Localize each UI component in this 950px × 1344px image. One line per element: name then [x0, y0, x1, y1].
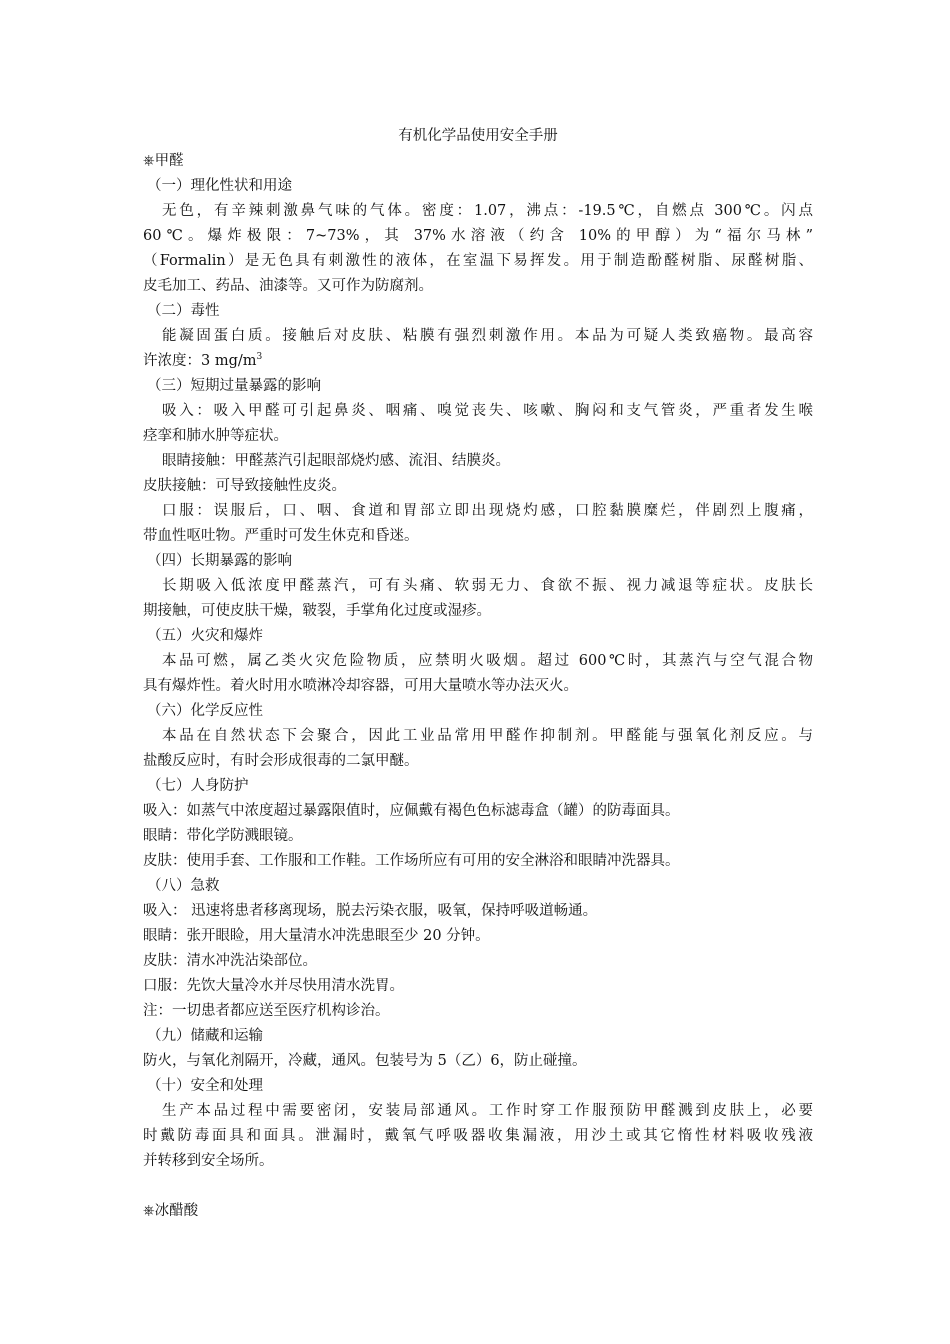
concentration-text: 许浓度：3 mg/m [143, 353, 257, 369]
blank-line [143, 1174, 813, 1199]
paragraph-line: 盐酸反应时，有时会形成很毒的二氯甲醚。 [143, 753, 419, 769]
section-heading-properties: （一）理化性状和用途 [147, 178, 292, 194]
paragraph-line: 皮毛加工、药品、油漆等。又可作为防腐剂。 [143, 278, 433, 294]
section-heading-fire: （五）火灾和爆炸 [147, 628, 263, 644]
section-heading-protection: （七）人身防护 [147, 778, 249, 794]
paragraph-line: 皮肤接触：可导致接触性皮炎。 [143, 478, 346, 494]
paragraph-line: 带血性呕吐物。严重时可发生休克和昏迷。 [143, 528, 419, 544]
paragraph-line: 痉挛和肺水肿等症状。 [143, 428, 288, 444]
paragraph-line: 皮肤：使用手套、工作服和工作鞋。工作场所应有可用的安全淋浴和眼睛冲洗器具。 [143, 853, 680, 869]
paragraph-line: 口服：误服后，口、咽、食道和胃部立即出现烧灼感，口腔黏膜糜烂，伴剧烈上腹痛， [162, 503, 813, 519]
paragraph-line: 60℃。爆炸极限：7~73%，其 37%水溶液（约含 10%的甲醇）为“福尔马林” [143, 228, 813, 244]
paragraph-line: 皮肤：清水冲洗沾染部位。 [143, 953, 317, 969]
paragraph-line: 注：一切患者都应送至医疗机构诊治。 [143, 1003, 390, 1019]
paragraph-line: 眼睛接触：甲醛蒸汽引起眼部烧灼感、流泪、结膜炎。 [162, 453, 510, 469]
section-heading-short-term: （三）短期过量暴露的影响 [147, 378, 321, 394]
paragraph-line: 口服：先饮大量冷水并尽快用清水洗胃。 [143, 978, 404, 994]
section-heading-long-term: （四）长期暴露的影响 [147, 553, 292, 569]
chemical-heading-glacial-acetic-acid: ⎈冰醋酸 [143, 1203, 199, 1219]
section-heading-handling: （十）安全和处理 [147, 1078, 263, 1094]
superscript: 3 [256, 352, 263, 363]
paragraph-line: 生产本品过程中需要密闭，安装局部通风。工作时穿工作服预防甲醛溅到皮肤上，必要 [162, 1103, 813, 1119]
paragraph-line: 吸入：吸入甲醛可引起鼻炎、咽痛、嗅觉丧失、咳嗽、胸闷和支气管炎，严重者发生喉 [162, 403, 813, 419]
section-heading-first-aid: （八）急救 [147, 878, 220, 894]
section-heading-reactivity: （六）化学反应性 [147, 703, 263, 719]
section-heading-toxicity: （二）毒性 [147, 303, 220, 319]
paragraph-line: 眼睛：带化学防溅眼镜。 [143, 828, 303, 844]
paragraph-line: 吸入：如蒸气中浓度超过暴露限值时，应佩戴有褐色色标滤毒盒（罐）的防毒面具。 [143, 803, 680, 819]
paragraph-line: 期接触，可使皮肤干燥，皲裂，手掌角化过度或湿疹。 [143, 603, 491, 619]
paragraph-line: （Formalin）是无色具有刺激性的液体，在室温下易挥发。用于制造酚醛树脂、尿醛树脂、 [143, 253, 813, 269]
paragraph-line: 本品在自然状态下会聚合，因此工业品常用甲醛作抑制剂。甲醛能与强氧化剂反应。与 [162, 728, 813, 744]
paragraph-line [143, 349, 813, 374]
paragraph-line: 能凝固蛋白质。接触后对皮肤、粘膜有强烈刺激作用。本品为可疑人类致癌物。最高容 [162, 328, 813, 344]
paragraph-line: 长期吸入低浓度甲醛蒸汽，可有头痛、软弱无力、食欲不振、视力减退等症状。皮肤长 [162, 578, 813, 594]
document-title: 有机化学品使用安全手册 [398, 128, 558, 144]
paragraph-line: 眼睛：张开眼睑，用大量清水冲洗患眼至少 20 分钟。 [143, 928, 490, 944]
paragraph-line: 具有爆炸性。着火时用水喷淋冷却容器，可用大量喷水等办法灭火。 [143, 678, 578, 694]
section-heading-storage: （九）储藏和运输 [147, 1028, 263, 1044]
paragraph-line: 时戴防毒面具和面具。泄漏时，戴氧气呼吸器收集漏液，用沙土或其它惰性材料吸收残液 [143, 1128, 813, 1144]
chemical-heading-formaldehyde: ⎈甲醛 [143, 153, 184, 169]
paragraph-line: 无色，有辛辣刺激鼻气味的气体。密度：1.07，沸点：-19.5℃，自燃点 300℃。闪点 [162, 203, 813, 219]
paragraph-line: 吸入： 迅速将患者移离现场，脱去污染衣服，吸氧，保持呼吸道畅通。 [143, 903, 598, 919]
paragraph-line: 本品可燃，属乙类火灾危险物质，应禁明火吸烟。超过 600℃时，其蒸汽与空气混合物 [162, 653, 813, 669]
paragraph-line: 并转移到安全场所。 [143, 1153, 274, 1169]
document-page [143, 124, 813, 1224]
paragraph-line: 防火，与氧化剂隔开，冷藏，通风。包装号为 5（乙）6，防止碰撞。 [143, 1053, 587, 1069]
